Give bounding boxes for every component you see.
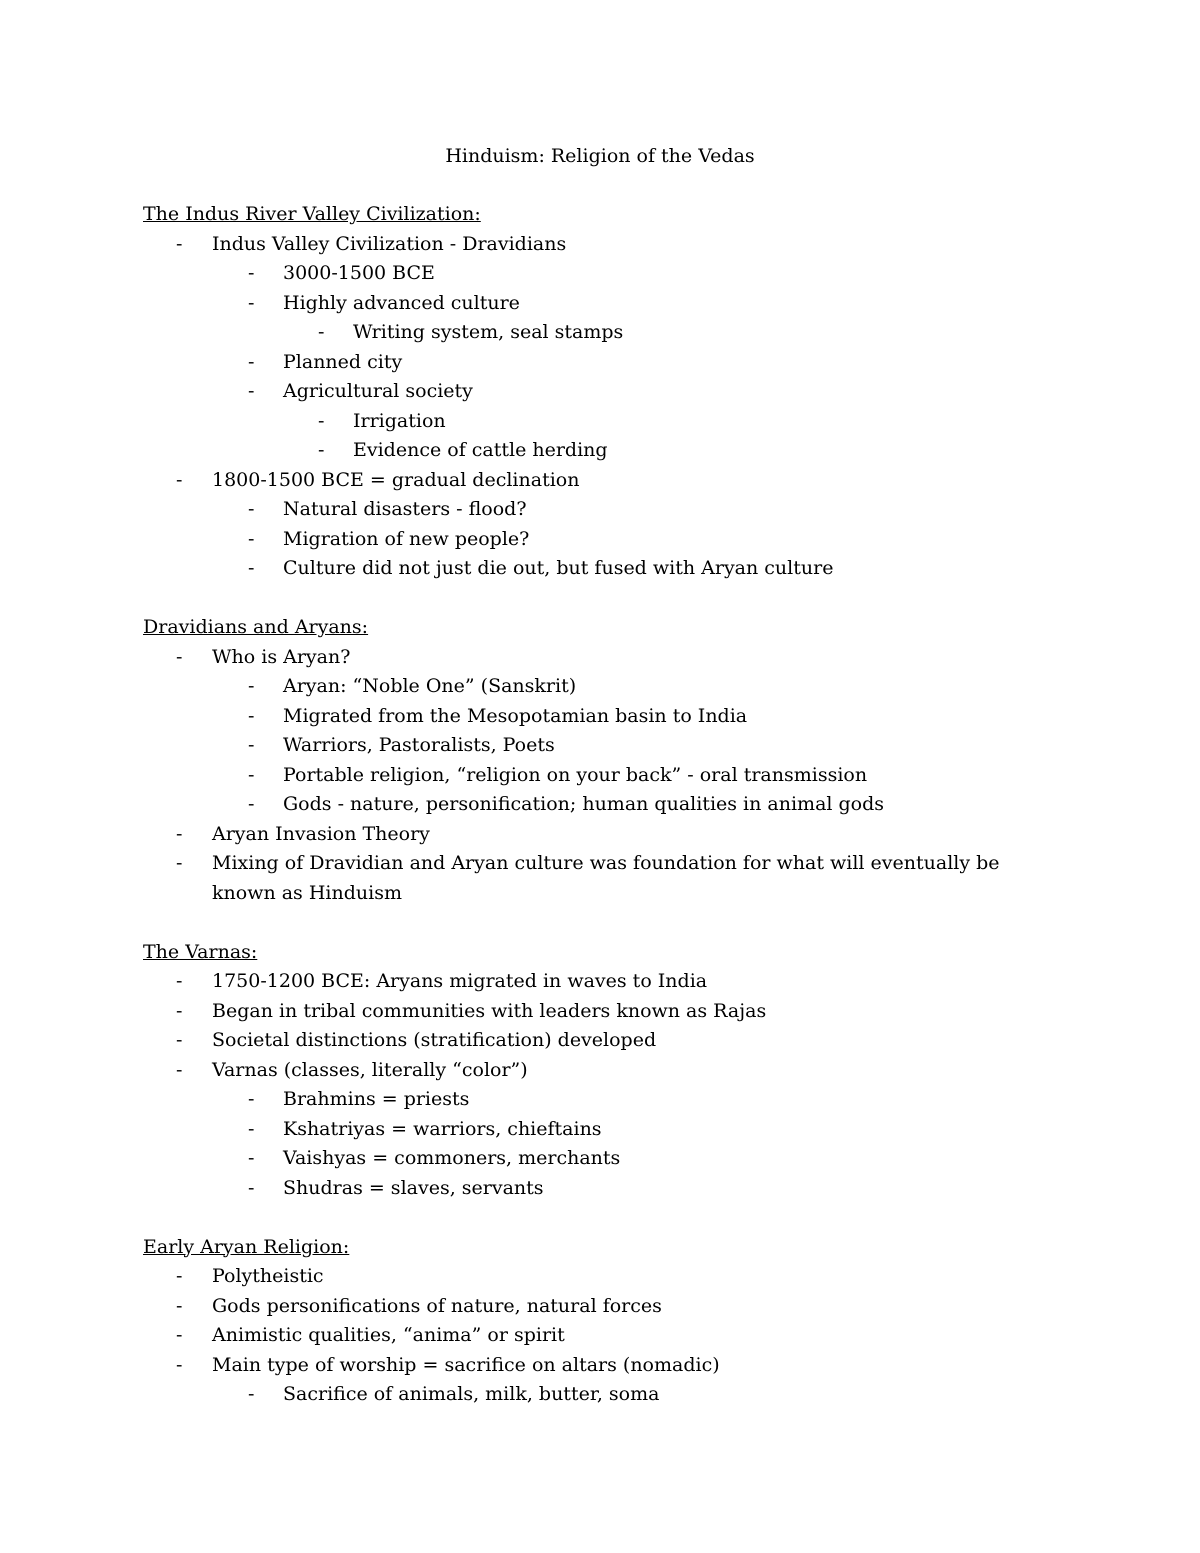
list-item-text: Culture did not just die out, but fused with Aryan culture: [283, 557, 834, 579]
list-item-text: Shudras = slaves, servants: [283, 1176, 544, 1199]
dash-bullet-icon: -: [248, 527, 255, 550]
dash-bullet-icon: -: [248, 1176, 255, 1199]
list-item: [143, 1380, 1063, 1410]
bullet-list: [143, 967, 1063, 1203]
section-heading: The Varnas:: [143, 940, 258, 963]
dash-bullet-icon: -: [176, 1265, 183, 1287]
section-heading: The Indus River Valley Civilization:: [143, 203, 481, 225]
list-item-text: Brahmins = priests: [283, 1088, 470, 1110]
list-item-text: Natural disasters - flood?: [283, 498, 527, 520]
list-item-text: Indus Valley Civilization - Dravidians: [212, 232, 567, 255]
dash-bullet-icon: -: [176, 468, 183, 491]
list-item: [143, 407, 1063, 437]
list-item-text: Gods personifications of nature, natural forces: [212, 1294, 662, 1317]
list-item-text: Vaishyas = commoners, merchants: [283, 1147, 621, 1169]
section-indus-valley: [143, 200, 1063, 584]
dash-bullet-icon: -: [176, 970, 183, 992]
dash-bullet-icon: -: [248, 291, 255, 314]
dash-bullet-icon: -: [248, 380, 255, 402]
list-item: [143, 643, 1063, 673]
list-item-text: Migration of new people?: [283, 527, 530, 550]
dash-bullet-icon: -: [248, 675, 255, 697]
document-title: Hinduism: Religion of the Vedas: [445, 145, 755, 167]
bullet-list: [143, 1262, 1063, 1410]
bullet-list: [143, 643, 1063, 909]
list-item-text: Aryan: “Noble One” (Sanskrit): [283, 675, 577, 697]
list-item-text: Migrated from the Mesopotamian basin to India: [283, 704, 748, 727]
dash-bullet-icon: -: [248, 498, 255, 520]
list-item-text: Sacrifice of animals, milk, butter, soma: [283, 1383, 660, 1405]
list-item-text: Highly advanced culture: [283, 291, 520, 314]
dash-bullet-icon: -: [176, 1353, 183, 1376]
list-item: [143, 1174, 1063, 1204]
list-item-text: Who is Aryan?: [212, 645, 351, 668]
list-item: [143, 1085, 1063, 1115]
list-item: [143, 1262, 1063, 1292]
list-item: [143, 1321, 1063, 1351]
document-body: [143, 200, 1063, 1439]
list-item-text: Main type of worship = sacrifice on altars (nomadic): [212, 1353, 720, 1376]
dash-bullet-icon: -: [248, 1088, 255, 1110]
dash-bullet-icon: -: [248, 793, 255, 815]
list-item: [143, 731, 1063, 761]
list-item: [143, 702, 1063, 732]
list-item-text: Portable religion, “religion on your back” - oral transmission: [283, 763, 868, 786]
list-item: [143, 495, 1063, 525]
section-heading: Early Aryan Religion:: [143, 1235, 350, 1258]
dash-bullet-icon: -: [176, 1029, 183, 1051]
list-item: [143, 1056, 1063, 1086]
list-item-text: 1800-1500 BCE = gradual declination: [212, 468, 580, 491]
list-item: [143, 1144, 1063, 1174]
dash-bullet-icon: -: [248, 1383, 255, 1405]
list-item-text: Warriors, Pastoralists, Poets: [283, 734, 555, 756]
list-item-text: Societal distinctions (stratification) developed: [212, 1029, 657, 1051]
list-item: [143, 849, 1063, 908]
section-early-aryan-religion: [143, 1233, 1063, 1410]
list-item-text: Evidence of cattle herding: [353, 439, 608, 461]
list-item-text: Varnas (classes, literally “color”): [212, 1058, 528, 1081]
dash-bullet-icon: -: [176, 822, 183, 845]
dash-bullet-icon: -: [248, 557, 255, 579]
list-item: [143, 466, 1063, 496]
dash-bullet-icon: -: [176, 645, 183, 668]
dash-bullet-icon: -: [176, 999, 183, 1022]
list-item-text: Mixing of Dravidian and Aryan culture was foundation for what will eventually be known as Hinduism: [212, 852, 1000, 904]
list-item-text: 3000-1500 BCE: [283, 262, 435, 284]
list-item: [143, 997, 1063, 1027]
dash-bullet-icon: -: [248, 1117, 255, 1140]
list-item: [143, 820, 1063, 850]
list-item: [143, 348, 1063, 378]
dash-bullet-icon: -: [176, 232, 183, 255]
list-item-text: Aryan Invasion Theory: [212, 822, 430, 845]
list-item-text: Polytheistic: [212, 1265, 324, 1287]
list-item-text: Gods - nature, personification; human qualities in animal gods: [283, 793, 885, 815]
list-item: [143, 525, 1063, 555]
list-item: [143, 967, 1063, 997]
dash-bullet-icon: -: [318, 439, 325, 461]
section-varnas: [143, 938, 1063, 1204]
dash-bullet-icon: -: [318, 321, 325, 343]
dash-bullet-icon: -: [248, 734, 255, 756]
section-heading: Dravidians and Aryans:: [143, 616, 369, 638]
dash-bullet-icon: -: [248, 262, 255, 284]
list-item: [143, 672, 1063, 702]
dash-bullet-icon: -: [176, 852, 183, 874]
dash-bullet-icon: -: [176, 1058, 183, 1081]
dash-bullet-icon: -: [248, 704, 255, 727]
list-item-text: Kshatriyas = warriors, chieftains: [283, 1117, 602, 1140]
list-item-text: Began in tribal communities with leaders known as Rajas: [212, 999, 767, 1022]
dash-bullet-icon: -: [248, 350, 255, 373]
list-item: [143, 554, 1063, 584]
list-item-text: Animistic qualities, “anima” or spirit: [212, 1324, 565, 1346]
list-item: [143, 318, 1063, 348]
list-item: [143, 790, 1063, 820]
dash-bullet-icon: -: [176, 1294, 183, 1317]
list-item-text: 1750-1200 BCE: Aryans migrated in waves to India: [212, 970, 708, 992]
list-item: [143, 1026, 1063, 1056]
list-item: [143, 289, 1063, 319]
list-item: [143, 761, 1063, 791]
list-item: [143, 1292, 1063, 1322]
list-item: [143, 1351, 1063, 1381]
list-item: [143, 230, 1063, 260]
dash-bullet-icon: -: [318, 409, 325, 432]
list-item-text: Planned city: [283, 350, 403, 373]
list-item: [143, 259, 1063, 289]
bullet-list: [143, 230, 1063, 584]
list-item-text: Agricultural society: [283, 380, 473, 402]
section-dravidians-aryans: [143, 613, 1063, 908]
dash-bullet-icon: -: [176, 1324, 183, 1346]
list-item: [143, 436, 1063, 466]
list-item-text: Writing system, seal stamps: [353, 321, 624, 343]
dash-bullet-icon: -: [248, 763, 255, 786]
list-item: [143, 1115, 1063, 1145]
list-item-text: Irrigation: [353, 409, 446, 432]
list-item: [143, 377, 1063, 407]
dash-bullet-icon: -: [248, 1147, 255, 1169]
